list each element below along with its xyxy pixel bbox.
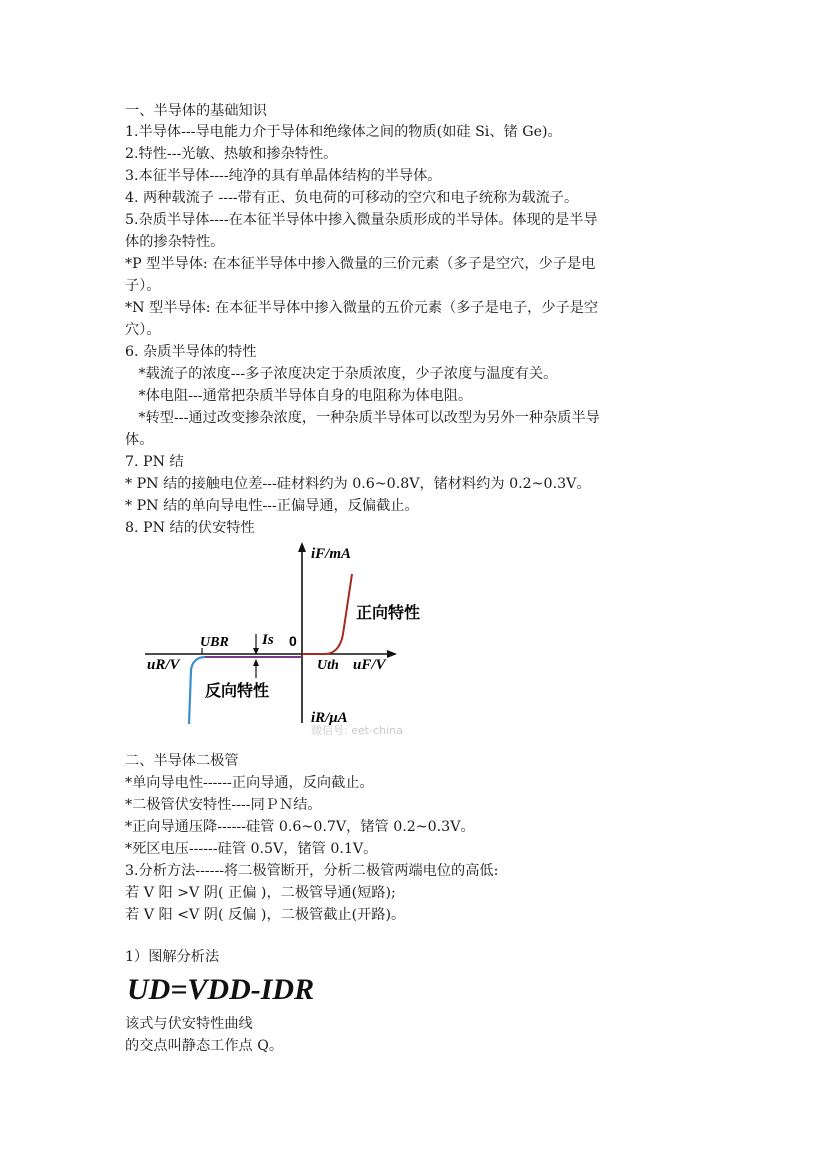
- body-line: 体的掺杂特性。: [125, 234, 225, 250]
- load-line-equation: [127, 972, 327, 1006]
- body-line: 体。: [125, 432, 154, 448]
- heading-semiconductor-basics: 一、半导体的基础知识: [125, 103, 267, 119]
- body-line: 若 V 阳 <V 阴( 反偏 )，二极管截止(开路)。: [125, 907, 406, 923]
- body-line: 若 V 阳 >V 阴( 正偏 )，二极管导通(短路);: [125, 885, 396, 901]
- reverse-characteristic-label: 反向特性: [205, 681, 270, 700]
- body-line: 子）。: [125, 278, 161, 294]
- body-line: 5.杂质半导体----在本征半导体中掺入微量杂质形成的半导体。体现的是半导: [125, 212, 598, 228]
- body-line: *死区电压------硅管 0.5V，锗管 0.1V。: [125, 841, 378, 857]
- body-line: 1.半导体---导电能力介于导体和绝缘体之间的物质(如硅 Si、锗 Ge)。: [125, 124, 562, 140]
- forward-characteristic-label: 正向特性: [356, 603, 421, 622]
- method-heading: 1）图解分析法: [125, 949, 220, 965]
- equation-text: UD=VDD-IDR: [127, 973, 315, 1006]
- body-line: 7. PN 结: [125, 454, 184, 470]
- watermark-text: 微信号: eet-china: [311, 724, 403, 737]
- ubr-label: UBR: [200, 635, 229, 650]
- body-line: 3.本征半导体----纯净的具有单晶体结构的半导体。: [125, 168, 442, 184]
- body-line: *N 型半导体: 在本征半导体中掺入微量的五价元素（多子是电子，少子是空: [125, 300, 599, 316]
- body-line: 3.分析方法------将二极管断开，分析二极管两端电位的高低:: [125, 863, 499, 879]
- body-line: 的交点叫静态工作点 Q。: [125, 1038, 284, 1054]
- is-label: Is: [262, 632, 274, 648]
- body-line: 8. PN 结的伏安特性: [125, 520, 255, 536]
- body-line: 该式与伏安特性曲线: [125, 1016, 253, 1032]
- body-line: 4. 两种载流子 ----带有正、负电荷的可移动的空穴和电子统称为载流子。: [125, 190, 579, 206]
- x-axis-left-label: uR/V: [147, 657, 180, 673]
- body-line: 穴）。: [125, 322, 161, 338]
- body-line: *体电阻---通常把杂质半导体自身的电阻称为体电阻。: [125, 388, 473, 404]
- origin-label: 0: [289, 633, 297, 649]
- y-axis-top-label: iF/mA: [311, 546, 352, 562]
- uth-label: Uth: [317, 658, 339, 673]
- x-axis-right-label: uF/V: [353, 657, 386, 673]
- body-line: 6. 杂质半导体的特性: [125, 344, 257, 360]
- body-line: *载流子的浓度---多子浓度决定于杂质浓度，少子浓度与温度有关。: [125, 366, 558, 382]
- body-line: *单向导电性------正向导通，反向截止。: [125, 775, 374, 791]
- heading-semiconductor-diode: 二、半导体二极管: [125, 753, 239, 769]
- pn-junction-iv-figure: [145, 538, 445, 738]
- body-line: * PN 结的单向导电性---正偏导通，反偏截止。: [125, 498, 419, 514]
- body-line: *正向导通压降------硅管 0.6~0.7V，锗管 0.2~0.3V。: [125, 819, 475, 835]
- body-line: *二极管伏安特性----同ＰＮ结。: [125, 797, 322, 813]
- body-line: 2.特性---光敏、热敏和掺杂特性。: [125, 146, 338, 162]
- body-line: *转型---通过改变掺杂浓度，一种杂质半导体可以改型为另外一种杂质半导: [125, 410, 600, 426]
- body-line: *P 型半导体: 在本征半导体中掺入微量的三价元素（多子是空穴，少子是电: [125, 256, 596, 272]
- body-line: * PN 结的接触电位差---硅材料约为 0.6~0.8V，锗材料约为 0.2~0.3V。: [125, 476, 591, 492]
- y-axis-bottom-label: iR/μA: [311, 710, 348, 726]
